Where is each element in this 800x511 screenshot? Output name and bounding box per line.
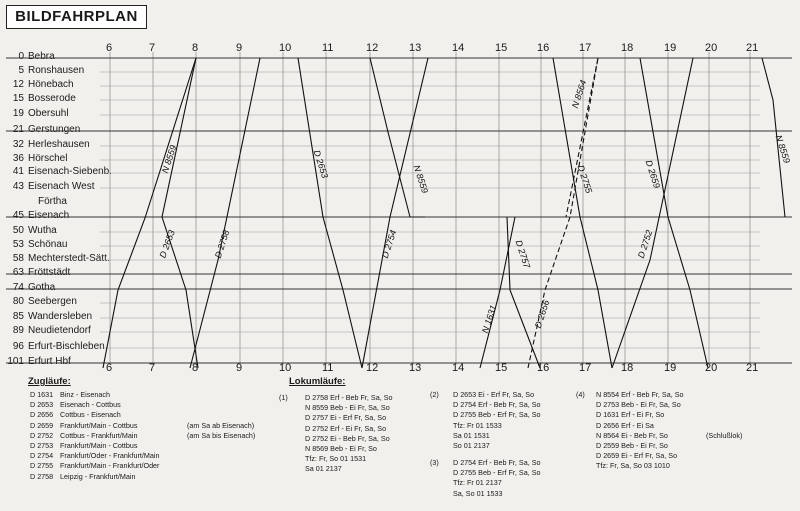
hour-label-top: 20 [705,42,718,54]
lokumlauf-group-number: (2) [430,390,439,399]
zuglauf-route: Eisenach - Cottbus [60,400,121,410]
station-name: Eisenach-Siebenb. [28,166,112,177]
train-path [298,58,362,368]
station-km: 12 [12,79,24,90]
station-km: 85 [12,311,24,322]
hour-label-top: 19 [664,42,677,54]
lokumlauf-line: D 1631 Erf - Ei Fr, So [596,410,665,420]
station-km: 50 [12,225,24,236]
hour-label-top: 12 [366,42,379,54]
station-km: 96 [12,341,24,352]
station-name: Herleshausen [28,139,90,150]
station-km: 45 [12,210,24,221]
station-km: 41 [12,166,24,177]
lokumlauf-line: D 2754 Erf - Beb Fr, Sa, So [453,458,541,467]
hour-label-bottom: 19 [664,362,677,374]
lokumlauf-line: D 2653 Ei - Erf Fr, Sa, So [453,390,535,399]
zuglauf-train: D 2653 [30,400,54,410]
lokumlauf-line: D 2656 Erf - Ei Sa [596,420,654,430]
train-number-label: N 8559 [411,163,431,195]
station-name: Obersuhl [28,108,69,119]
station-km: 43 [12,181,24,192]
station-name: Gotha [28,282,56,293]
lokumlauf-line: D 2659 Ei - Erf Fr, Sa, So [596,451,678,461]
lokumlauf-group-number: (4) [576,390,585,399]
lokumlauf-line: D 2755 Beb - Erf Fr, Sa, So [453,410,541,420]
lokumlauf-line: D 2752 Erf - Ei Fr, Sa, So [305,423,387,433]
hour-label-bottom: 10 [279,362,292,374]
lokumlauf-line: N 8559 Beb - Ei Fr, Sa, So [305,403,390,413]
hour-label-bottom: 13 [409,362,422,374]
station-name: Neudietendorf [28,325,91,336]
station-km: 19 [12,108,24,119]
hour-label-top: 13 [409,42,422,54]
station-km: 63 [12,267,24,278]
train-number-label: D 2653 [311,148,331,180]
lokumlauf-line: D 2559 Beb - Ei Fr, So [596,441,668,450]
train-path [190,58,260,368]
lokumlauf-line: D 2757 Ei - Erf Fr, Sa, So [305,413,387,423]
train-number-label: D 2755 [575,163,595,195]
train-number-label: D 2754 [379,228,399,260]
lokumlauf-line: Sa 01 1531 [453,430,490,440]
hour-label-top: 16 [537,42,550,54]
station-km: 80 [12,296,24,307]
station-name: Wutha [28,225,57,236]
zuglauf-route: Binz - Eisenach [60,390,110,399]
zuglauf-note: (am Sa bis Eisenach) [187,430,256,440]
station-name: Fröttstädt [28,267,71,278]
hour-label-bottom: 14 [452,362,465,374]
station-name: Hönebach [28,79,74,90]
station-km: 15 [12,93,24,104]
station-km: 58 [12,253,24,264]
hour-label-top: 9 [236,42,243,54]
lokumlauf-line: N 8554 Erf - Beb Fr, Sa, So [596,390,684,399]
zuglauf-train: D 2754 [30,451,54,461]
train-path [362,58,431,368]
zuglauf-route: Frankfurt/Oder - Frankfurt/Main [60,451,160,461]
hour-label-top: 18 [621,42,634,54]
hour-label-bottom: 11 [322,362,334,374]
station-km: 32 [12,139,24,150]
hour-label-bottom: 21 [746,362,759,374]
station-name: Eisenach West [28,181,95,192]
station-name: Hörschel [28,153,68,164]
zuglauf-route: Leipzig - Frankfurt/Main [60,471,136,481]
lokumlauf-line: D 2754 Erf - Beb Fr, Sa, So [453,400,541,410]
zuglauf-route: Frankfurt/Main - Cottbus [60,441,138,450]
lokumlauf-line: Sa 01 2137 [305,464,342,474]
lokumlauf-line: Tfz: Fr 01 2137 [453,478,502,488]
train-path [553,58,612,368]
station-name: Seebergen [28,296,77,307]
hour-label-top: 11 [322,42,334,54]
zuglaeufe-heading: Zugläufe: [28,376,71,387]
station-name: Bosserode [28,93,76,104]
train-path [159,58,198,368]
station-name: Förtha [38,196,67,207]
train-path [103,58,196,368]
station-km: 101 [7,356,24,367]
hour-label-bottom: 20 [705,362,718,374]
lokumlaeufe-heading: Lokumläufe: [289,376,346,387]
train-number-label: N 8559 [773,133,793,165]
train-path [370,58,425,217]
station-name: Eisenach [28,210,70,221]
zuglauf-train: D 2656 [30,410,54,420]
station-name: Wandersleben [28,311,93,322]
lokumlauf-line: N 8569 Beb - Ei Fr, So [305,444,377,453]
station-km: 89 [12,325,24,336]
schlusslok-note: (Schlußlok) [706,431,743,440]
train-number-label: D 2758 [212,228,232,260]
station-name: Mechterstedt-Sätt. [28,253,110,264]
station-name: Bebra [28,51,55,62]
zuglauf-train: D 2755 [30,461,54,471]
zuglauf-train: D 2753 [30,441,54,450]
zuglauf-route: Cottbus - Frankfurt/Main [60,430,138,440]
hour-label-top: 7 [149,42,156,54]
station-name: Gerstungen [28,124,81,135]
train-path [640,58,708,368]
train-number-label: D 2757 [513,238,533,270]
train-path [612,58,693,368]
lokumlauf-line: Tfz: Fr, Sa, So 03 1010 [596,461,670,471]
hour-label-bottom: 7 [149,362,156,374]
hour-label-bottom: 17 [579,362,592,374]
train-number-label: D 2752 [635,228,655,260]
lokumlauf-line: D 2752 Ei - Beb Fr, Sa, So [305,433,390,443]
zuglauf-train: D 2758 [30,471,54,481]
lokumlauf-line: Tfz: Fr 01 1533 [453,420,502,430]
zuglauf-route: Frankfurt/Main - Cottbus [60,420,138,430]
zuglauf-train: D 2659 [30,420,54,430]
train-path [480,217,515,368]
train-number-label: D 2659 [643,158,663,190]
lokumlauf-line: So 01 2137 [453,441,490,450]
zuglauf-train: D 1631 [30,390,54,399]
lokumlauf-line: N 8564 Ei - Beb Fr, So [596,430,668,440]
lokumlauf-group-number: (3) [430,458,439,467]
hour-label-bottom: 9 [236,362,243,374]
hour-label-top: 10 [279,42,292,54]
station-name: Ronshausen [28,65,85,76]
station-km: 36 [12,153,24,164]
hour-label-bottom: 8 [192,362,199,374]
hour-label-top: 17 [579,42,592,54]
hour-label-bottom: 15 [495,362,508,374]
lokumlauf-line: Sa, So 01 1533 [453,488,503,498]
train-number-label: N 8559 [159,143,179,175]
station-km: 74 [12,282,24,293]
hour-label-top: 15 [495,42,508,54]
hour-label-top: 14 [452,42,465,54]
zuglauf-route: Cottbus - Eisenach [60,410,121,420]
station-name: Erfurt-Bischleben [28,341,105,352]
lokumlauf-group-number: (1) [279,393,288,402]
lokumlauf-line: Tfz: Fr, So 01 1531 [305,454,367,464]
hour-label-bottom: 6 [106,362,113,374]
train-number-label: D 2656 [532,298,552,330]
zuglauf-note: (am Sa ab Eisenach) [187,420,255,430]
zuglauf-route: Frankfurt/Main - Frankfurt/Oder [60,461,160,471]
hour-label-bottom: 12 [366,362,379,374]
station-name: Erfurt Hbf [28,356,71,367]
station-km: 0 [18,51,24,62]
station-name: Schönau [28,239,68,250]
lokumlauf-line: D 2755 Beb - Erf Fr, Sa, So [453,468,541,478]
station-km: 53 [12,239,24,250]
hour-label-bottom: 16 [537,362,550,374]
hour-label-bottom: 18 [621,362,634,374]
lokumlauf-line: D 2758 Erf - Beb Fr, Sa, So [305,393,393,402]
train-number-label: N 1631 [479,303,499,335]
hour-label-top: 8 [192,42,199,54]
train-number-label: D 2653 [157,228,177,260]
hour-label-top: 21 [746,42,759,54]
station-km: 21 [12,124,24,135]
train-number-label: N 8564 [569,78,589,110]
station-km: 5 [18,65,24,76]
hour-label-top: 6 [106,42,113,54]
zuglauf-train: D 2752 [30,430,54,440]
lokumlauf-line: D 2753 Beb - Ei Fr, Sa, So [596,400,681,410]
page-title: BILDFAHRPLAN [6,5,147,29]
